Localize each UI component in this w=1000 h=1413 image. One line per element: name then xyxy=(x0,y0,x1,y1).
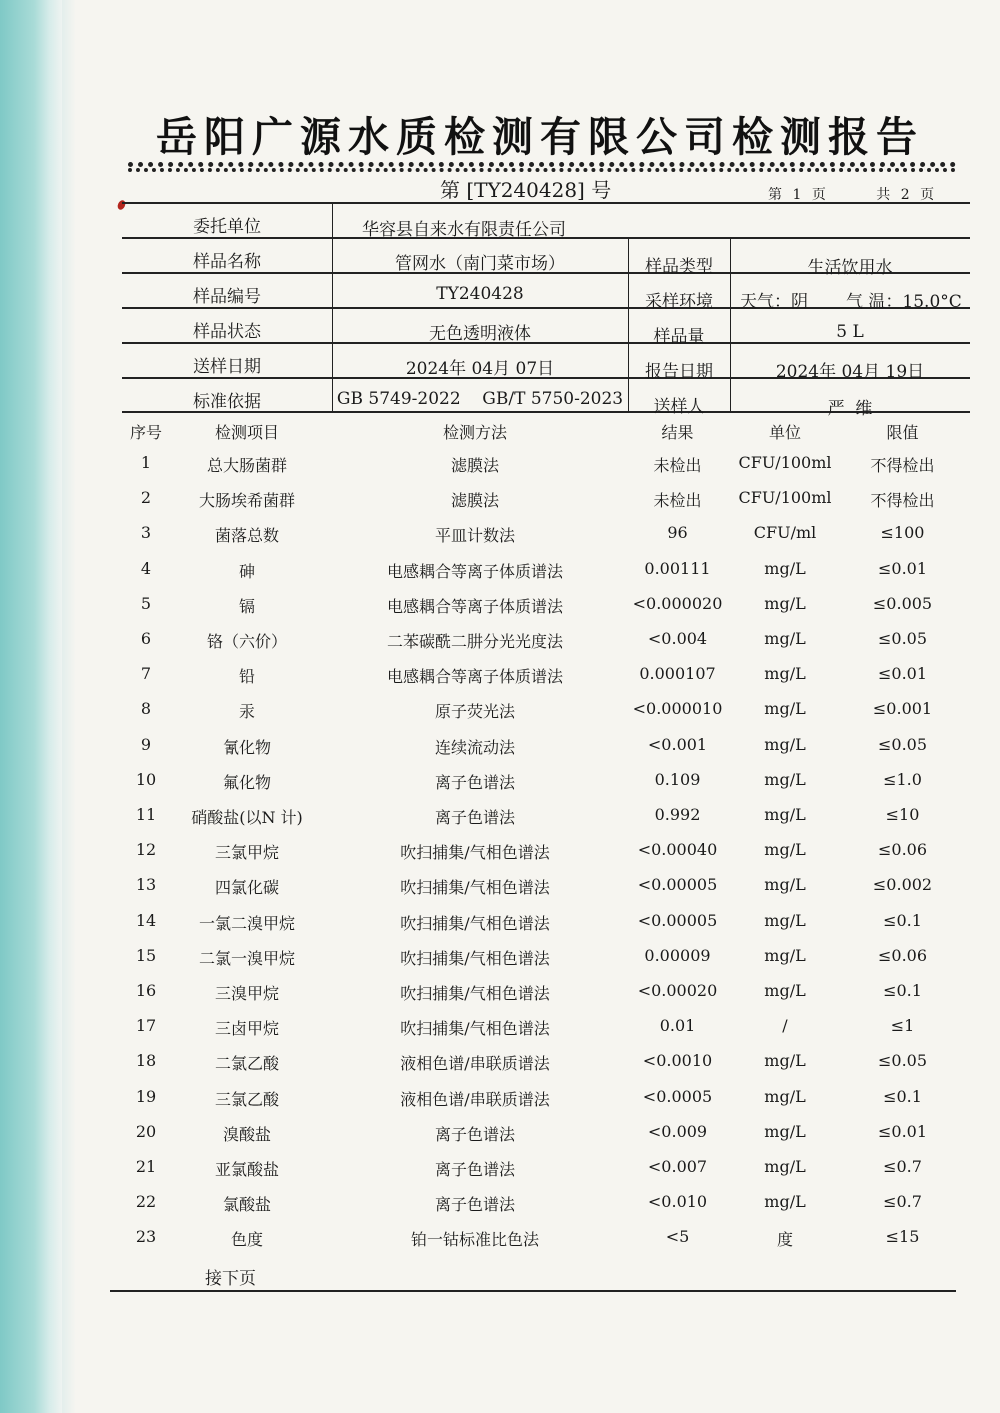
cell-limit: ≤0.06 xyxy=(877,945,928,965)
cell-result: 96 xyxy=(667,523,688,543)
cell-unit: CFU/100ml xyxy=(738,488,832,508)
cell-no: 16 xyxy=(135,981,157,1000)
cell-item: 三卤甲烷 xyxy=(214,1019,279,1039)
cell-method: 离子色谱法 xyxy=(434,1160,515,1179)
table-row xyxy=(110,664,970,699)
header-limit: 限值 xyxy=(886,423,919,442)
total-pages: 2 xyxy=(900,187,911,203)
report-title: 岳阳广源水质检测有限公司检测报告 xyxy=(156,113,924,161)
cell-no: 17 xyxy=(135,1016,157,1036)
cell-no: 21 xyxy=(135,1157,157,1176)
report-date-label: 报告日期 xyxy=(645,362,713,382)
state-value: 无色透明液体 xyxy=(429,324,531,344)
cell-method: 离子色谱法 xyxy=(434,1124,515,1144)
report-number: 第 [TY240428] 号 xyxy=(440,178,612,202)
cell-unit: mg/L xyxy=(764,1192,806,1212)
table-row xyxy=(110,488,970,523)
cell-item: 氯酸盐 xyxy=(222,1195,271,1215)
cell-item: 砷 xyxy=(238,561,255,581)
env-temperature: 气 温：15.0°C xyxy=(846,292,962,312)
cell-limit: ≤0.06 xyxy=(877,840,928,860)
client-value: 华容县自来水有限责任公司 xyxy=(362,220,566,240)
cell-item: 汞 xyxy=(238,702,255,722)
page-label: 第 xyxy=(768,187,783,203)
cell-method: 连续流动法 xyxy=(434,737,515,757)
cell-limit: 不得检出 xyxy=(870,491,935,511)
cell-method: 液相色谱/串联质谱法 xyxy=(400,1054,550,1074)
cell-method: 吹扫捕集/气相色谱法 xyxy=(400,984,550,1003)
info-line-top xyxy=(122,202,970,204)
cell-item: 亚氯酸盐 xyxy=(214,1160,279,1179)
cell-unit: mg/L xyxy=(764,664,806,684)
table-row xyxy=(110,629,970,664)
cell-item: 色度 xyxy=(230,1230,263,1250)
scan-edge-shadow xyxy=(62,0,76,1413)
cell-no: 20 xyxy=(135,1121,157,1141)
cell-limit: ≤0.002 xyxy=(872,875,933,895)
cell-item: 二氯乙酸 xyxy=(214,1054,279,1074)
sample-type-label: 样品类型 xyxy=(645,257,713,277)
cell-no: 10 xyxy=(135,769,157,789)
client-label: 委托单位 xyxy=(193,217,261,237)
cell-method: 电感耦合等离子体质谱法 xyxy=(386,667,563,687)
standard-label: 标准依据 xyxy=(193,392,261,412)
cell-unit: mg/L xyxy=(764,1051,806,1071)
cell-no: 2 xyxy=(140,488,152,508)
cell-limit: ≤0.7 xyxy=(883,1192,922,1212)
table-row xyxy=(110,559,970,594)
cell-result: <0.00020 xyxy=(637,981,718,1000)
cell-limit: ≤0.01 xyxy=(877,664,928,684)
standard-value: GB 5749-2022 GB/T 5750-2023 xyxy=(336,389,624,409)
cell-item: 二氯一溴甲烷 xyxy=(198,948,295,968)
cell-limit: ≤0.005 xyxy=(872,593,933,613)
page-info xyxy=(768,184,939,204)
info-line-3 xyxy=(122,307,970,309)
cell-no: 5 xyxy=(140,593,152,613)
cell-limit: ≤0.05 xyxy=(877,629,928,648)
cell-method: 二苯碳酰二肼分光光度法 xyxy=(386,632,563,651)
cell-method: 电感耦合等离子体质谱法 xyxy=(386,561,563,581)
table-row xyxy=(110,1122,970,1157)
cell-unit: mg/L xyxy=(764,840,806,860)
cell-limit: 不得检出 xyxy=(870,456,935,475)
cell-item: 溴酸盐 xyxy=(222,1124,271,1144)
cell-limit: ≤0.01 xyxy=(877,1121,928,1141)
cell-result: 0.109 xyxy=(654,769,701,789)
cell-unit: CFU/100ml xyxy=(738,453,832,472)
continue-note: 接下页 xyxy=(205,1269,256,1289)
cell-unit: / xyxy=(782,1016,788,1036)
header-no: 序号 xyxy=(129,423,162,442)
cell-method: 吹扫捕集/气相色谱法 xyxy=(400,948,550,968)
table-row xyxy=(110,1157,970,1192)
results-header-row xyxy=(110,420,970,455)
table-row xyxy=(110,594,970,629)
table-row xyxy=(110,981,970,1016)
cell-item: 三氯甲烷 xyxy=(214,843,279,863)
send-date-value: 2024年 04月 07日 xyxy=(405,359,555,379)
cell-item: 氰化物 xyxy=(222,737,271,757)
total-label: 共 xyxy=(876,187,892,203)
cell-unit: mg/L xyxy=(764,699,806,719)
cell-method: 铂一钴标准比色法 xyxy=(410,1230,539,1250)
table-row xyxy=(110,911,970,946)
report-date-value: 2024年 04月 19日 xyxy=(775,362,925,382)
table-row xyxy=(110,1087,970,1122)
cell-unit: CFU/ml xyxy=(753,523,817,543)
cell-unit: mg/L xyxy=(764,629,806,648)
cell-method: 电感耦合等离子体质谱法 xyxy=(386,596,563,616)
scan-edge-strip xyxy=(0,0,62,1413)
env-weather: 天气：阴 xyxy=(740,292,808,312)
table-row xyxy=(110,523,970,558)
cell-item: 四氯化碳 xyxy=(214,878,279,898)
cell-unit: 度 xyxy=(776,1230,793,1250)
cell-unit: mg/L xyxy=(764,805,806,824)
cell-result: <0.00040 xyxy=(637,840,718,860)
table-row xyxy=(110,875,970,910)
cell-result: 未检出 xyxy=(653,491,702,511)
cell-unit: mg/L xyxy=(764,1121,806,1141)
cell-unit: mg/L xyxy=(764,945,806,965)
cell-limit: ≤0.7 xyxy=(883,1157,922,1176)
page-unit: 页 xyxy=(811,187,827,203)
cell-result: <0.0005 xyxy=(642,1086,713,1106)
cell-no: 11 xyxy=(135,805,157,824)
cell-method: 吹扫捕集/气相色谱法 xyxy=(400,843,550,863)
cell-no: 15 xyxy=(135,945,157,965)
cell-item: 大肠埃希菌群 xyxy=(198,491,295,511)
cell-method: 离子色谱法 xyxy=(434,1195,515,1215)
cell-item: 一氯二溴甲烷 xyxy=(198,913,295,933)
cell-limit: ≤0.1 xyxy=(883,1086,922,1106)
cell-result: <0.00005 xyxy=(637,875,718,895)
cell-result: <0.000010 xyxy=(632,699,723,719)
cell-item: 氟化物 xyxy=(222,772,271,792)
cell-result: 0.00009 xyxy=(644,945,711,965)
header-method: 检测方法 xyxy=(442,423,507,442)
cell-method: 液相色谱/串联质谱法 xyxy=(400,1089,550,1109)
page-number: 1 xyxy=(792,187,803,203)
cell-result: <5 xyxy=(665,1227,690,1247)
title-dotted-rule xyxy=(128,162,956,172)
table-row xyxy=(110,840,970,875)
cell-item: 镉 xyxy=(238,596,255,616)
cell-result: <0.00005 xyxy=(637,910,718,930)
cell-no: 13 xyxy=(135,875,157,895)
cell-result: <0.001 xyxy=(647,734,708,754)
table-row xyxy=(110,1192,970,1227)
cell-limit: ≤0.1 xyxy=(883,910,922,930)
cell-result: <0.0010 xyxy=(642,1051,713,1071)
cell-limit: ≤0.05 xyxy=(877,1051,928,1071)
cell-unit: mg/L xyxy=(764,875,806,895)
cell-method: 原子荧光法 xyxy=(434,702,515,722)
sample-no-value: TY240428 xyxy=(436,284,524,304)
footer-rule xyxy=(110,1290,956,1292)
cell-limit: ≤15 xyxy=(885,1227,920,1247)
cell-item: 总大肠菌群 xyxy=(206,456,287,475)
cell-method: 滤膜法 xyxy=(450,491,499,511)
cell-item: 菌落总数 xyxy=(214,526,279,546)
info-vline-1 xyxy=(332,202,333,411)
cell-unit: mg/L xyxy=(764,981,806,1000)
cell-unit: mg/L xyxy=(764,769,806,789)
cell-limit: ≤0.1 xyxy=(883,981,922,1000)
cell-limit: ≤100 xyxy=(880,523,925,543)
table-row xyxy=(110,805,970,840)
table-row xyxy=(110,1051,970,1086)
cell-unit: mg/L xyxy=(764,593,806,613)
header-item: 检测项目 xyxy=(214,423,279,442)
sender-label: 送样人 xyxy=(653,397,705,417)
cell-result: <0.010 xyxy=(647,1192,708,1212)
cell-item: 硝酸盐(以N 计) xyxy=(191,808,303,827)
table-row xyxy=(110,770,970,805)
table-row xyxy=(110,735,970,770)
cell-no: 14 xyxy=(135,910,157,930)
cell-no: 9 xyxy=(140,734,152,754)
cell-item: 三溴甲烷 xyxy=(214,984,279,1003)
cell-no: 4 xyxy=(140,558,152,578)
cell-method: 吹扫捕集/气相色谱法 xyxy=(400,1019,550,1039)
cell-no: 12 xyxy=(135,840,157,860)
cell-no: 7 xyxy=(140,664,152,684)
table-row xyxy=(110,946,970,981)
cell-unit: mg/L xyxy=(764,1157,806,1176)
cell-result: <0.009 xyxy=(647,1121,708,1141)
cell-result: <0.007 xyxy=(647,1157,708,1176)
sender-value: 严 维 xyxy=(827,399,873,419)
cell-no: 6 xyxy=(140,629,152,648)
cell-unit: mg/L xyxy=(764,558,806,578)
cell-unit: mg/L xyxy=(764,910,806,930)
cell-limit: ≤0.05 xyxy=(877,734,928,754)
cell-result: 0.01 xyxy=(659,1016,696,1036)
sample-name-label: 样品名称 xyxy=(193,252,261,272)
sample-no-label: 样品编号 xyxy=(193,287,261,307)
cell-unit: mg/L xyxy=(764,734,806,754)
state-label: 样品状态 xyxy=(193,322,261,342)
total-unit: 页 xyxy=(920,187,936,203)
cell-method: 吹扫捕集/气相色谱法 xyxy=(400,878,550,898)
qty-label: 样品量 xyxy=(653,327,705,347)
cell-method: 平皿计数法 xyxy=(434,526,515,546)
cell-no: 23 xyxy=(135,1227,157,1247)
cell-no: 18 xyxy=(135,1051,157,1071)
cell-result: 未检出 xyxy=(653,456,702,475)
cell-limit: ≤10 xyxy=(885,805,920,824)
cell-result: 0.000107 xyxy=(639,664,716,684)
cell-result: 0.992 xyxy=(654,805,701,824)
cell-result: 0.00111 xyxy=(644,558,711,578)
cell-method: 离子色谱法 xyxy=(434,772,515,792)
cell-method: 离子色谱法 xyxy=(434,808,515,827)
env-label: 采样环境 xyxy=(645,292,713,312)
cell-method: 滤膜法 xyxy=(450,456,499,475)
cell-limit: ≤1.0 xyxy=(883,769,922,789)
cell-item: 铬（六价） xyxy=(206,632,287,651)
cell-limit: ≤0.001 xyxy=(872,699,933,719)
cell-result: <0.000020 xyxy=(632,593,723,613)
cell-no: 1 xyxy=(140,453,152,472)
header-unit: 单位 xyxy=(768,423,801,442)
sample-type-value: 生活饮用水 xyxy=(807,258,893,278)
table-row xyxy=(110,453,970,488)
cell-method: 吹扫捕集/气相色谱法 xyxy=(400,913,550,933)
cell-unit: mg/L xyxy=(764,1086,806,1106)
cell-item: 三氯乙酸 xyxy=(214,1089,279,1109)
qty-value: 5 L xyxy=(836,322,864,342)
header-result: 结果 xyxy=(661,423,694,442)
cell-no: 22 xyxy=(135,1192,157,1212)
table-row xyxy=(110,1016,970,1051)
cell-no: 8 xyxy=(140,699,152,719)
cell-result: <0.004 xyxy=(647,629,708,648)
send-date-label: 送样日期 xyxy=(193,357,261,377)
table-row xyxy=(110,1227,970,1262)
cell-no: 19 xyxy=(135,1086,157,1106)
sample-name-value: 管网水（南门菜市场） xyxy=(395,254,565,274)
cell-no: 3 xyxy=(140,523,152,543)
cell-item: 铅 xyxy=(238,667,255,687)
cell-limit: ≤0.01 xyxy=(877,558,928,578)
cell-limit: ≤1 xyxy=(890,1016,915,1036)
ink-mark xyxy=(116,199,127,211)
table-row xyxy=(110,699,970,734)
